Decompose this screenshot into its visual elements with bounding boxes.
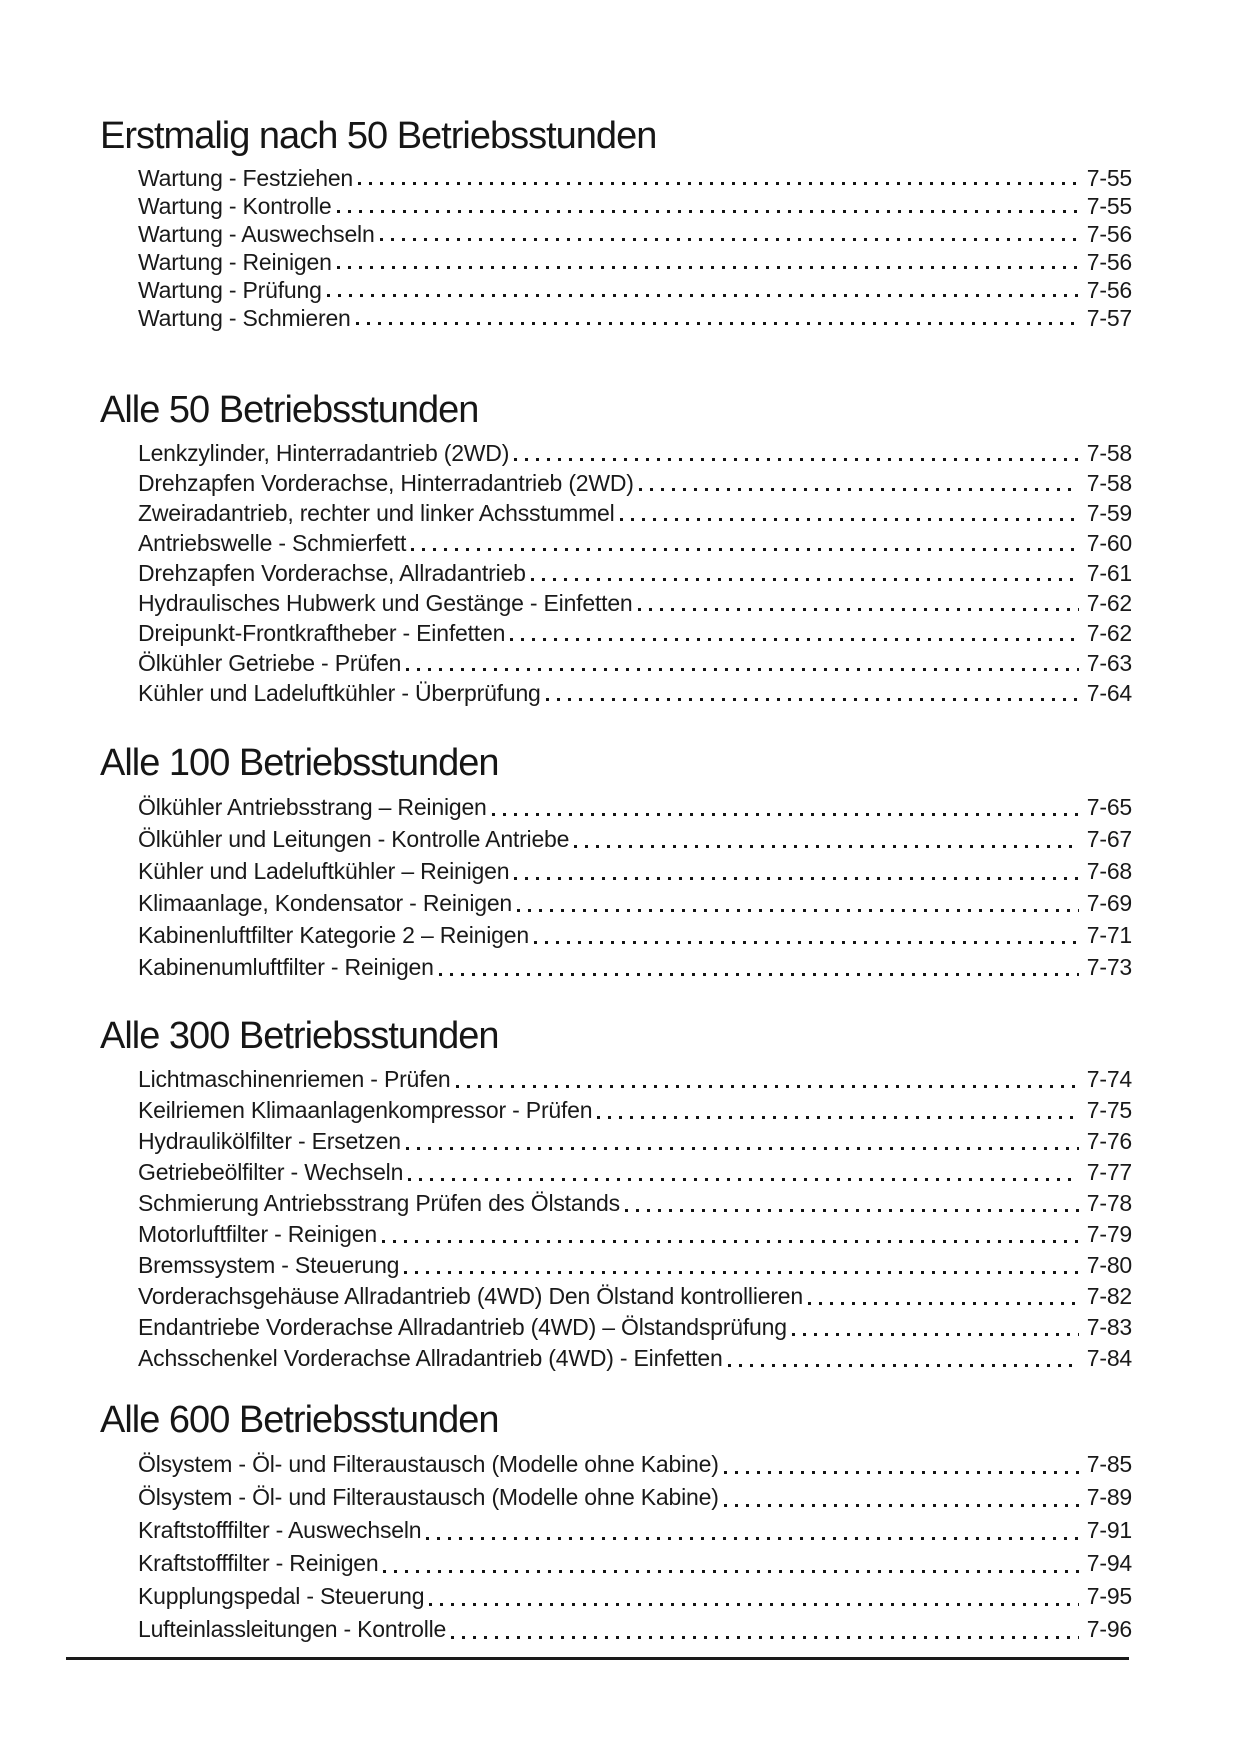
dot-leader [356,322,1079,325]
toc-entry-page: 7-75 [1086,1097,1132,1123]
toc-entry-label: Wartung - Auswechseln [138,221,375,247]
toc-entry-page: 7-58 [1086,440,1132,466]
dot-leader [408,1178,1079,1181]
dot-leader [625,1209,1079,1212]
toc-entry[interactable] [138,276,1132,304]
toc-entry[interactable] [138,1064,1132,1095]
toc-entry-label: Drehzapfen Vorderachse, Allradantrieb [138,560,526,586]
toc-entry-label: Lichtmaschinenriemen - Prüfen [138,1066,451,1092]
toc-entry-page: 7-91 [1086,1517,1132,1543]
toc-entry-page: 7-59 [1086,500,1132,526]
toc-entry[interactable] [138,498,1132,528]
toc-entry-page: 7-55 [1086,193,1132,219]
toc-entry[interactable] [138,1547,1132,1580]
toc-entry-label: Dreipunkt-Frontkraftheber - Einfetten [138,620,506,646]
toc-entry-label: Ölkühler Getriebe - Prüfen [138,650,402,676]
toc-entry[interactable] [138,1095,1132,1126]
toc-entry[interactable] [138,528,1132,558]
toc-entry[interactable] [138,1281,1132,1312]
dot-leader [514,458,1079,461]
section-entries [100,164,1132,332]
toc-entry-label: Kühler und Ladeluftkühler – Reinigen [138,858,510,884]
toc-entry-label: Antriebswelle - Schmierfett [138,530,407,556]
toc-entry-label: Vorderachsgehäuse Allradantrieb (4WD) Den Ölstand kontrollieren [138,1283,803,1309]
toc-entry-page: 7-85 [1086,1451,1132,1477]
dot-leader [380,238,1079,241]
toc-entry-label: Kabinenluftfilter Kategorie 2 – Reinigen [138,922,529,948]
toc-entry-page: 7-79 [1086,1221,1132,1247]
dot-leader [724,1471,1079,1474]
dot-leader [327,294,1079,297]
toc-entry[interactable] [138,791,1132,823]
toc-entry[interactable] [138,1613,1132,1646]
toc-entry[interactable] [138,438,1132,468]
dot-leader [406,668,1079,671]
toc-entry-page: 7-56 [1086,277,1132,303]
toc-entry[interactable] [138,1126,1132,1157]
toc-entry-label: Kabinenumluftfilter - Reinigen [138,954,434,980]
dot-leader [546,698,1079,701]
toc-entry[interactable] [138,678,1132,708]
dot-leader [406,1147,1079,1150]
toc-entry-label: Kupplungspedal - Steuerung [138,1583,425,1609]
toc-entry[interactable] [138,1188,1132,1219]
dot-leader [337,266,1079,269]
toc-entry-label: Ölkühler und Leitungen - Kontrolle Antriebe [138,826,570,852]
toc-entry-label: Hydraulikölfilter - Ersetzen [138,1128,401,1154]
toc-entry-label: Keilriemen Klimaanlagenkompressor - Prüfen [138,1097,593,1123]
toc-entry-label: Motorluftfilter - Reinigen [138,1221,377,1247]
toc-entry-page: 7-57 [1086,305,1132,331]
toc-entry[interactable] [138,558,1132,588]
toc-entry[interactable] [138,468,1132,498]
dot-leader [492,813,1079,816]
toc-entry-page: 7-55 [1086,165,1132,191]
dot-leader [451,1636,1079,1639]
toc-entry[interactable] [138,1250,1132,1281]
toc-entry[interactable] [138,1312,1132,1343]
toc-entry[interactable] [138,588,1132,618]
toc-entry-page: 7-63 [1086,650,1132,676]
section-heading: Alle 600 Betriebsstunden [100,1399,499,1441]
dot-leader [404,1271,1078,1274]
toc-entry-page: 7-95 [1086,1583,1132,1609]
toc-entry-page: 7-94 [1086,1550,1132,1576]
dot-leader [439,973,1079,976]
dot-leader [531,578,1079,581]
dot-leader [510,638,1079,641]
dot-leader [337,210,1079,213]
toc-entry-label: Ölsystem - Öl- und Filteraustausch (Modelle ohne Kabine) [138,1451,719,1477]
dot-leader [517,909,1079,912]
toc-entry-label: Kraftstofffilter - Auswechseln [138,1517,422,1543]
dot-leader [808,1302,1079,1305]
toc-entry[interactable] [138,1343,1132,1374]
section-heading: Alle 300 Betriebsstunden [100,1015,499,1057]
dot-leader [383,1570,1078,1573]
toc-entry[interactable] [138,220,1132,248]
section-heading: Erstmalig nach 50 Betriebsstunden [100,115,657,157]
toc-entry-page: 7-78 [1086,1190,1132,1216]
toc-entry[interactable] [138,304,1132,332]
dot-leader [456,1085,1079,1088]
toc-entry-page: 7-67 [1086,826,1132,852]
toc-entry-label: Lenkzylinder, Hinterradantrieb (2WD) [138,440,510,466]
section-entries [100,1064,1132,1374]
toc-entry-label: Wartung - Festziehen [138,165,354,191]
section-entries [100,791,1132,983]
toc-entry-page: 7-61 [1086,560,1132,586]
dot-leader [534,941,1079,944]
dot-leader [382,1240,1079,1243]
toc-entry-label: Kraftstofffilter - Reinigen [138,1550,379,1576]
toc-entry-label: Schmierung Antriebsstrang Prüfen des Ölstands [138,1190,620,1216]
toc-entry-label: Klimaanlage, Kondensator - Reinigen [138,890,513,916]
dot-leader [426,1537,1078,1540]
toc-entry-page: 7-77 [1086,1159,1132,1185]
dot-leader [358,182,1079,185]
toc-entry-label: Achsschenkel Vorderachse Allradantrieb (4WD) - Einfetten [138,1345,723,1371]
toc-entry[interactable] [138,855,1132,887]
toc-entry-page: 7-74 [1086,1066,1132,1092]
footer-rule [66,1657,1129,1660]
toc-entry-label: Bremssystem - Steuerung [138,1252,400,1278]
toc-entry-label: Drehzapfen Vorderachse, Hinterradantrieb (2WD) [138,470,634,496]
toc-section [100,1014,1132,1374]
dot-leader [724,1504,1079,1507]
dot-leader [639,488,1079,491]
toc-entry-page: 7-73 [1086,954,1132,980]
toc-entry-page: 7-56 [1086,249,1132,275]
toc-entry[interactable] [138,618,1132,648]
toc-entry[interactable] [138,887,1132,919]
dot-leader [620,518,1079,521]
dot-leader [728,1364,1079,1367]
toc-section [100,388,1132,708]
toc-entry-page: 7-83 [1086,1314,1132,1340]
toc-entry-label: Wartung - Schmieren [138,305,351,331]
toc-entry-page: 7-80 [1086,1252,1132,1278]
dot-leader [792,1333,1079,1336]
toc-entry-page: 7-89 [1086,1484,1132,1510]
toc-entry-label: Wartung - Kontrolle [138,193,332,219]
toc-entry-label: Ölsystem - Öl- und Filteraustausch (Modelle ohne Kabine) [138,1484,719,1510]
toc-entry-page: 7-56 [1086,221,1132,247]
toc-entry[interactable] [138,1481,1132,1514]
toc-entry-label: Ölkühler Antriebsstrang – Reinigen [138,794,487,820]
toc-entry-label: Wartung - Reinigen [138,249,332,275]
toc-entry[interactable] [138,1580,1132,1613]
toc-entry-label: Hydraulisches Hubwerk und Gestänge - Einfetten [138,590,633,616]
toc-entry[interactable] [138,1448,1132,1481]
dot-leader [411,548,1079,551]
toc-entry-page: 7-71 [1086,922,1132,948]
toc-entry[interactable] [138,1514,1132,1547]
toc-entry-page: 7-64 [1086,680,1132,706]
toc-entry-label: Zweiradantrieb, rechter und linker Achsstummel [138,500,615,526]
toc-entry[interactable] [138,164,1132,192]
toc-entry-label: Getriebeölfilter - Wechseln [138,1159,404,1185]
toc-section [100,741,1132,983]
dot-leader [429,1603,1078,1606]
dot-leader [574,845,1079,848]
toc-entry[interactable] [138,919,1132,951]
toc-entry-page: 7-69 [1086,890,1132,916]
toc-entry-label: Kühler und Ladeluftkühler - Überprüfung [138,680,541,706]
toc-entry-page: 7-60 [1086,530,1132,556]
section-entries [100,438,1132,708]
toc-entry-page: 7-58 [1086,470,1132,496]
dot-leader [638,608,1079,611]
toc-entry-page: 7-96 [1086,1616,1132,1642]
toc-entry-page: 7-82 [1086,1283,1132,1309]
toc-entry[interactable] [138,248,1132,276]
toc-entry-page: 7-84 [1086,1345,1132,1371]
toc-entry-page: 7-76 [1086,1128,1132,1154]
toc-entry[interactable] [138,192,1132,220]
toc-entry-page: 7-62 [1086,620,1132,646]
toc-entry[interactable] [138,951,1132,983]
section-entries [100,1448,1132,1646]
toc-entry-label: Lufteinlassleitungen - Kontrolle [138,1616,447,1642]
toc-entry-page: 7-62 [1086,590,1132,616]
section-heading: Alle 50 Betriebsstunden [100,389,479,431]
toc-entry[interactable] [138,648,1132,678]
toc-section [100,1398,1132,1646]
toc-entry-page: 7-68 [1086,858,1132,884]
toc-entry-label: Wartung - Prüfung [138,277,322,303]
toc-entry[interactable] [138,1219,1132,1250]
toc-entry[interactable] [138,1157,1132,1188]
section-heading: Alle 100 Betriebsstunden [100,742,499,784]
toc-entry-page: 7-65 [1086,794,1132,820]
toc-section [100,114,1132,332]
toc-entry-label: Endantriebe Vorderachse Allradantrieb (4WD) – Ölstandsprüfung [138,1314,787,1340]
dot-leader [514,877,1078,880]
dot-leader [597,1116,1078,1119]
toc-entry[interactable] [138,823,1132,855]
